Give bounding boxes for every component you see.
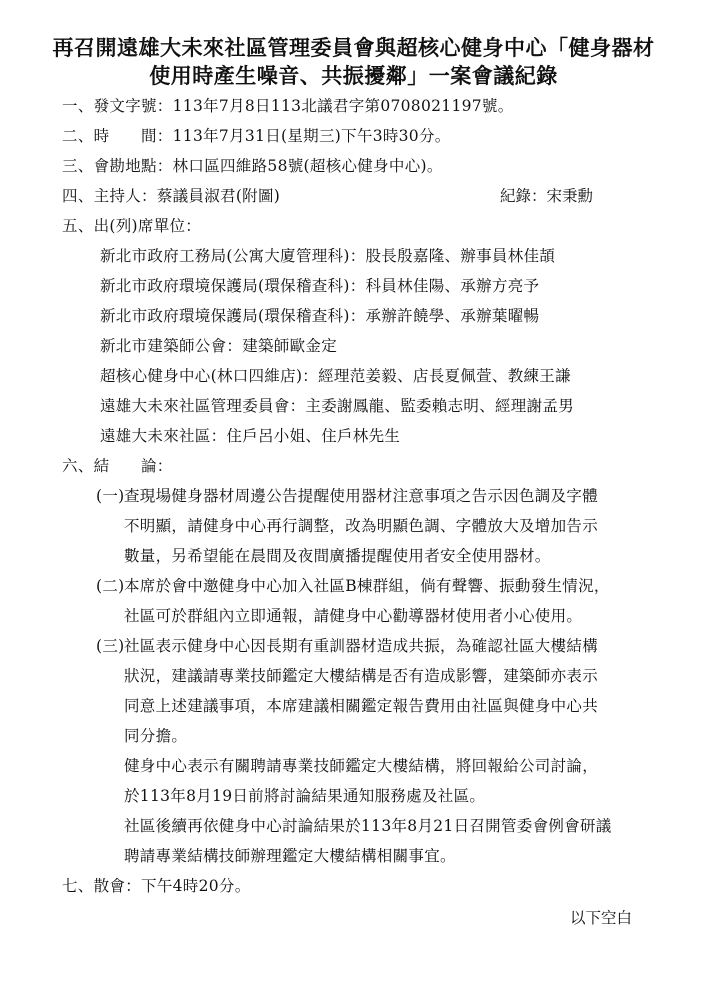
attendee-item: 新北市政府環境保護局(環保稽查科)：科員林佳陽、承辦方亮予 (100, 277, 540, 295)
conclusion-line: 不明顯，請健身中心再行調整，改為明顯色調、字體放大及增加告示 (124, 517, 599, 535)
attendees-heading (62, 214, 201, 236)
item-label: 時 間： (93, 127, 173, 145)
item-number: 三、 (62, 157, 94, 175)
conclusion-line: 社區表示健身中心因長期有重訓器材造成共振，為確認社區大樓結構 (124, 637, 599, 655)
item-location (62, 154, 443, 176)
conclusion-line: 本席於會中邀健身中心加入社區B棟群組，倘有聲響、振動發生情況， (124, 577, 610, 595)
item-label: 主持人： (93, 187, 157, 205)
conclusion-number: (三) (96, 637, 125, 655)
item-label: 會勘地點： (93, 157, 173, 175)
item-time (62, 124, 451, 146)
conclusion-line: 查現場健身器材周邊公告提醒使用器材注意事項之告示因色調及字體 (124, 487, 599, 505)
item-number: 六、 (62, 457, 94, 475)
conclusion-line: 於113年8月19日前將討論結果通知服務處及社區。 (124, 787, 486, 805)
conclusion-heading (62, 454, 173, 476)
conclusion-line: 同分擔。 (124, 727, 188, 745)
conclusion-line: 狀況，建議請專業技師鑑定大樓結構是否有造成影響，建築師亦表示 (124, 667, 599, 685)
conclusion-line: 聘請專業結構技師辦理鑑定大樓結構相關事宜。 (124, 847, 456, 865)
attendee-item: 新北市政府工務局(公寓大廈管理科)：股長殷嘉隆、辦事員林佳頡 (100, 247, 556, 265)
conclusion-line: 社區可於群組內立即通報，請健身中心勸導器材使用者小心使用。 (124, 607, 583, 625)
item-label: 結 論： (93, 457, 173, 475)
item-adjourn (62, 874, 251, 896)
item-number: 一、 (62, 97, 94, 115)
item-host (62, 184, 280, 206)
conclusion-number: (二) (96, 577, 125, 595)
item-number: 二、 (62, 127, 94, 145)
item-number: 五、 (62, 217, 94, 235)
title-line-2: 使用時產生噪音、共振擾鄰」一案會議紀錄 (149, 63, 558, 88)
attendee-item: 新北市建築師公會：建築師歐金定 (100, 337, 338, 355)
conclusion-number: (一) (96, 487, 125, 505)
conclusion-line: 社區後續再依健身中心討論結果於113年8月21日召開管委會例會研議 (124, 817, 612, 835)
footer-note: 以下空白 (570, 909, 633, 927)
item-label: 發文字號： (93, 97, 173, 115)
attendee-item: 遠雄大未來社區：住戶呂小姐、住戶林先生 (100, 427, 401, 445)
attendee-item: 超核心健身中心(林口四維店)：經理范姜毅、店長夏佩萱、教練王謙 (100, 367, 571, 385)
attendee-item: 新北市政府環境保護局(環保稽查科)：承辦許饒學、承辦葉曜暢 (100, 307, 540, 325)
item-value: 113年7月8日113北議君字第0708021197號。 (172, 97, 514, 115)
item-value: 蔡議員淑君(附圖) (156, 187, 281, 205)
attendee-item: 遠雄大未來社區管理委員會：主委謝鳳龍、監委賴志明、經理謝孟男 (100, 397, 575, 415)
item-label: 出(列)席單位： (93, 217, 202, 235)
item-value: 下午4時20分。 (141, 877, 251, 895)
conclusion-line: 同意上述建議事項，本席建議相關鑑定報告費用由社區與健身中心共 (124, 697, 599, 715)
title-line-1: 再召開遠雄大未來社區管理委員會與超核心健身中心「健身器材 (52, 35, 655, 60)
item-doc-no (62, 94, 514, 116)
item-number: 七、 (62, 877, 94, 895)
item-value: 113年7月31日(星期三)下午3時30分。 (172, 127, 451, 145)
conclusion-line: 數量，另希望能在晨間及夜間廣播提醒使用者安全使用器材。 (124, 547, 551, 565)
item-label: 散會： (93, 877, 142, 895)
recorder: 紀錄：宋秉勳 (500, 187, 594, 205)
item-number: 四、 (62, 187, 94, 205)
conclusion-line: 健身中心表示有關聘請專業技師鑑定大樓結構，將回報給公司討論， (124, 757, 599, 775)
item-value: 林口區四維路58號(超核心健身中心)。 (172, 157, 443, 175)
